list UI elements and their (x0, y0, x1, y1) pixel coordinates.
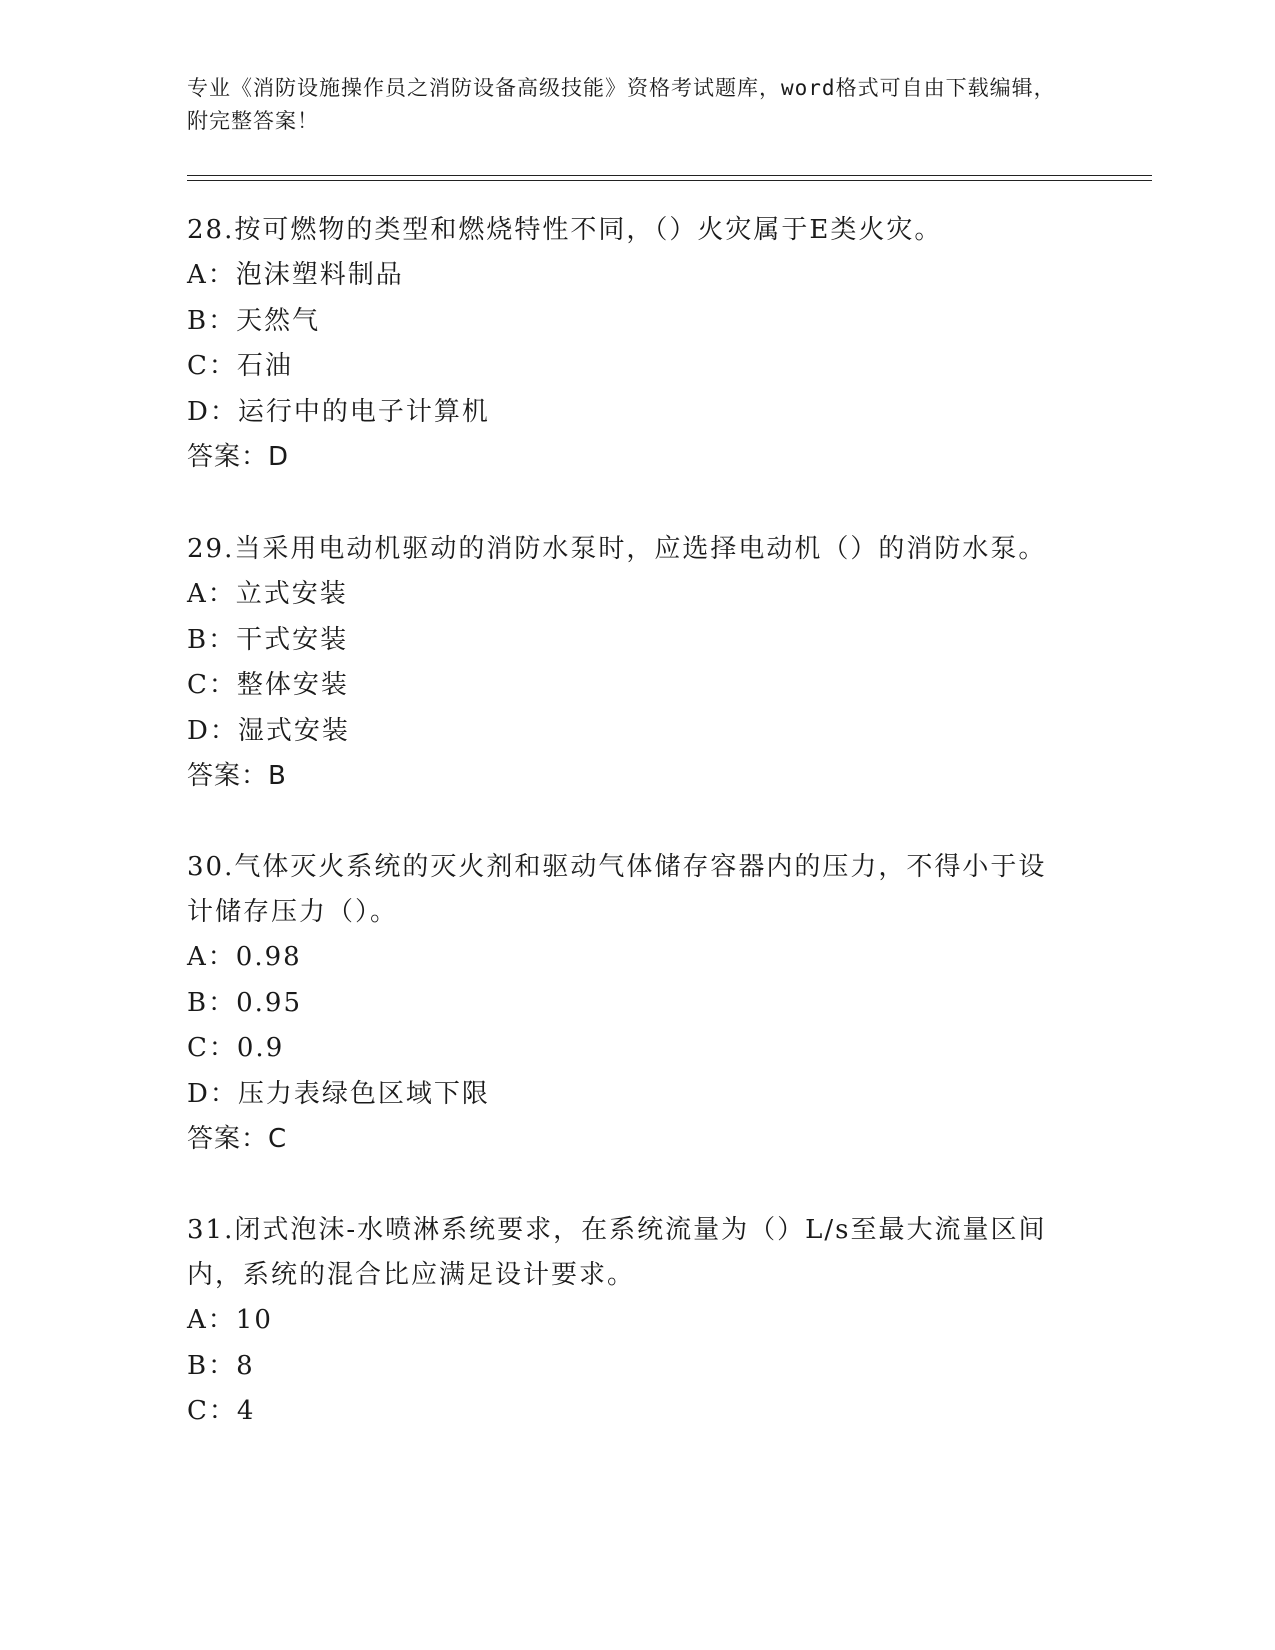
question-stem-line-1: 30.气体灭火系统的灭火剂和驱动气体储存容器内的压力，不得小于设 (187, 852, 1047, 882)
question-stem-line-2: 内，系统的混合比应满足设计要求。 (187, 1260, 636, 1290)
option-d: D：湿式安装 (187, 715, 350, 746)
header-divider-bottom (187, 180, 1152, 181)
option-b: B：天然气 (187, 305, 321, 336)
option-c: C：0.9 (187, 1033, 285, 1063)
answer: 答案：B (187, 761, 287, 791)
option-a: A：0.98 (187, 942, 302, 972)
option-a: A：立式安装 (187, 579, 348, 609)
header-intro: 专业《消防设施操作员之消防设备高级技能》资格考试题库，word格式可自由下载编辑，附完整答案！ (187, 76, 1056, 133)
option-b: B：0.95 (187, 987, 302, 1018)
option-a: A：泡沫塑料制品 (187, 260, 404, 290)
question-30 (187, 845, 1087, 1162)
option-d: D：运行中的电子计算机 (187, 396, 490, 427)
question-31 (187, 1208, 1087, 1435)
option-a: A：10 (187, 1305, 273, 1335)
option-c: C：石油 (187, 351, 293, 381)
question-stem: 29.当采用电动机驱动的消防水泵时，应选择电动机（）的消防水泵。 (187, 534, 1047, 564)
option-d: D：压力表绿色区域下限 (187, 1078, 490, 1109)
option-c: C：整体安装 (187, 670, 349, 700)
question-29 (187, 527, 1087, 799)
question-stem: 28.按可燃物的类型和燃烧特性不同，（）火灾属于E类火灾。 (187, 215, 943, 245)
question-28 (187, 208, 1087, 480)
option-b: B：8 (187, 1350, 255, 1381)
option-b: B：干式安装 (187, 624, 349, 655)
header-divider-top (187, 175, 1152, 176)
question-stem-line-2: 计储存压力（）。 (187, 897, 399, 927)
option-c: C：4 (187, 1396, 256, 1426)
answer: 答案：C (187, 1124, 288, 1154)
question-stem-line-1: 31.闭式泡沫-水喷淋系统要求，在系统流量为（）L/s至最大流量区间 (187, 1215, 1047, 1245)
answer: 答案：D (187, 442, 290, 472)
